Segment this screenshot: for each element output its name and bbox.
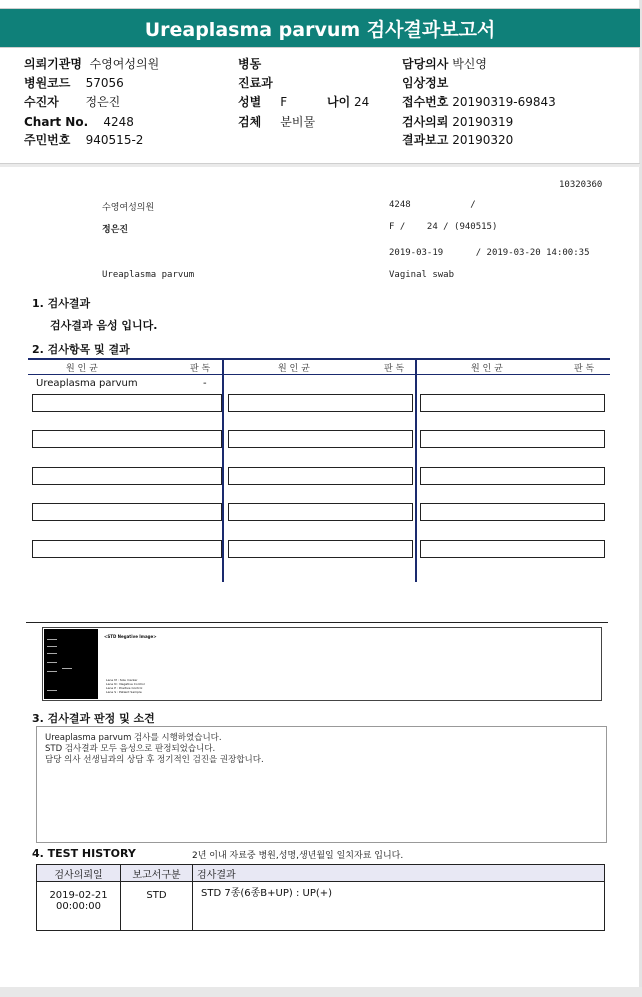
header-resident-no: 주민번호 940515-2	[24, 133, 144, 147]
opinion-line: 담당 의사 선생님과의 상담 후 정기적인 검진을 권장합니다.	[45, 755, 264, 765]
col-organism-1: 원 인 균	[66, 364, 98, 374]
print-patient: 정은진	[102, 225, 129, 235]
result-box	[420, 503, 605, 521]
col-judgement-3: 판 독	[574, 364, 595, 374]
result-summary: 검사결과 음성 입니다.	[50, 319, 158, 332]
opinion-line: STD 검사결과 모두 음성으로 판정되었습니다.	[45, 744, 216, 754]
opinion-box	[36, 726, 607, 843]
header-hospital-code: 병원코드 57056	[24, 76, 124, 90]
history-table	[36, 864, 605, 931]
header-clinical-info: 임상정보	[402, 76, 449, 90]
history-type: STD	[121, 882, 193, 931]
header-doctor: 담당의사 박신영	[402, 57, 487, 71]
result-box	[228, 503, 413, 521]
result-box	[420, 430, 605, 448]
column-divider	[415, 358, 417, 582]
result-box	[420, 394, 605, 412]
history-header-type: 보고서구분	[121, 865, 193, 882]
result-table-top-rule	[28, 358, 610, 360]
header-receipt-no: 접수번호 20190319-69843	[402, 95, 556, 109]
col-organism-3: 원 인 균	[471, 364, 503, 374]
result-box	[420, 540, 605, 558]
gel-lane-notes: Lane M : Size marker Lane N : Negative Control Lane P : Positive Control Lane S : Patient Sample	[106, 678, 145, 694]
result-box	[420, 467, 605, 485]
result-box	[32, 467, 222, 485]
print-chart: 4248 /	[389, 200, 476, 210]
result-box	[228, 430, 413, 448]
gel-image-title: <STD Negative Image>	[104, 634, 157, 639]
col-judgement-2: 판 독	[384, 364, 405, 374]
result-box	[32, 540, 222, 558]
header-ward: 병동	[238, 57, 262, 71]
history-header-result: 검사결과	[193, 865, 605, 882]
section-4-title: 4. TEST HISTORY	[32, 847, 136, 860]
history-result: STD 7종(6종B+UP) : UP(+)	[193, 882, 605, 931]
history-header-date: 검사의뢰일	[37, 865, 121, 882]
organism-result: -	[203, 378, 207, 389]
result-box	[32, 430, 222, 448]
header-department: 진료과	[238, 76, 273, 90]
result-box	[228, 540, 413, 558]
header-request-date: 검사의뢰 20190319	[402, 115, 514, 129]
column-divider	[222, 358, 224, 582]
print-test-name: Ureaplasma parvum	[102, 270, 195, 280]
header-report-date: 결과보고 20190320	[402, 133, 514, 147]
history-date: 2019-02-21 00:00:00	[37, 882, 121, 931]
section-3-title: 3. 검사결과 판정 및 소견	[32, 712, 155, 725]
page-bottom-bar	[0, 987, 642, 997]
result-box	[32, 503, 222, 521]
organism-name: Ureaplasma parvum	[36, 378, 138, 389]
result-box	[228, 467, 413, 485]
gel-photo	[44, 629, 98, 699]
header-patient: 수진자 정은진	[24, 95, 121, 109]
table-row	[37, 882, 605, 931]
section-2-title: 2. 검사항목 및 결과	[32, 343, 130, 356]
header-separator	[0, 163, 640, 167]
opinion-line: Ureaplasma parvum 검사를 시행하였습니다.	[45, 733, 222, 743]
report-number: 10320360	[559, 180, 603, 190]
print-sex-age: F / 24 / (940515)	[389, 222, 498, 232]
print-dates: 2019-03-19 / 2019-03-20 14:00:35	[389, 248, 590, 258]
header-specimen: 검체 분비물	[238, 115, 316, 129]
col-organism-2: 원 인 균	[278, 364, 310, 374]
section-1-title: 1. 검사결과	[32, 297, 91, 310]
col-judgement-1: 판 독	[190, 364, 211, 374]
report-title: Ureaplasma parvum 검사결과보고서	[0, 8, 640, 48]
history-note: 2년 이내 자료중 병원,성명,생년월일 일치자료 입니다.	[192, 851, 404, 861]
header-hospital: 의뢰기관명 수영여성의원	[24, 57, 160, 71]
header-chart-no: Chart No. 4248	[24, 115, 134, 129]
header-sex: 성별 F	[238, 95, 288, 109]
print-hospital: 수영여성의원	[102, 203, 155, 213]
print-specimen: Vaginal swab	[389, 270, 455, 280]
result-table-header-rule	[28, 374, 610, 375]
header-age: 나이 24	[327, 95, 370, 109]
result-box	[32, 394, 222, 412]
result-box	[228, 394, 413, 412]
